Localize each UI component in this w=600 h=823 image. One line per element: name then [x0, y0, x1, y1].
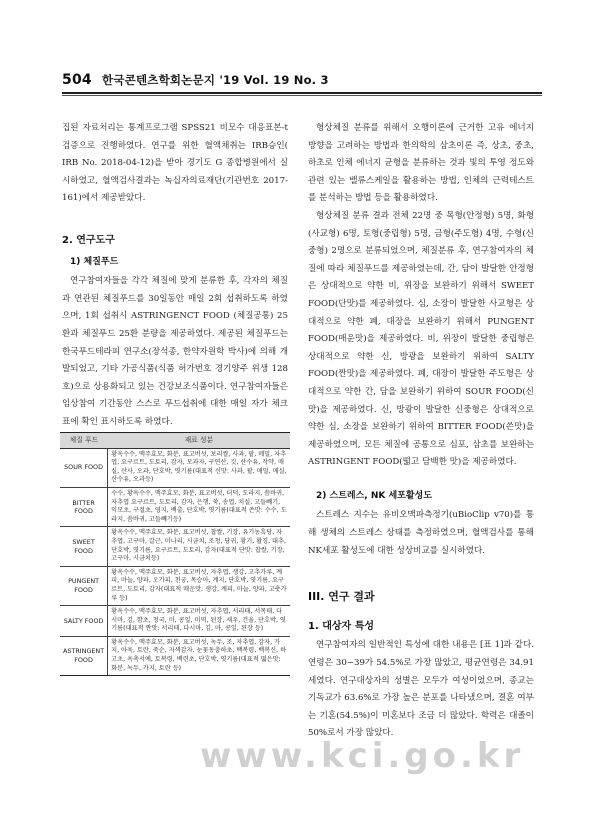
header-rule — [62, 92, 542, 94]
food-type: ASTRINGENT FOOD — [60, 636, 108, 675]
constitution-food-table — [60, 432, 290, 676]
food-ingredients: 수수, 황옥수수, 맥주효모, 화분, 표고버섯, 더덕, 도라지, 씀바귀, 자추엽 요구르트, 도토리, 감자, 은행, 쑥, 송엽, 치실, 고들빼기, 익모초, 구절초, 영지, 백출, 단호박, 엿기름(대표적 쓴맛: 수수, 도라지, 씀바귀, 고들빼기등) — [108, 487, 290, 526]
section-3-title: III. 연구 결과 — [308, 590, 375, 604]
table-row — [60, 566, 290, 605]
table-row — [60, 636, 290, 675]
intro-paragraph: 집된 자료처리는 통계프로그램 SPSS21 비모수 대응표본-t검증으로 진행하였다. 연구를 위한 혈액채취는 IRB승인( IRB No. 2018-04-12)을 받아 경기도 G 종합병원에서 실시하였고, 혈액검사결과는 녹십자의료재단(기관번호 2017-161)에서 제공받았다. — [62, 123, 288, 204]
food-type: SOUR FOOD — [60, 448, 108, 487]
subsection-1-text: 연구참여자들을 각각 체질에 맞게 분류한 후, 각자의 체질과 연관된 체질푸드를 30일동안 매일 2회 섭취하도록 하였으며, 1회 섭취시 ASTRINGENCT FOOD (체질공통) 25환과 체질푸드 25환 분량을 제공하였다. 제공된 체질푸드는 한국푸드테라피 연구소(장석종, 한약자원학 박사)에 의해 개발되었고, 기타 가공식품(식품 허가번호 경기양주 위생 128호)으로 상용화되고 있는 건강보조식품이다. 연구참여자들은 임상참여 기간동안 스스로 푸드섭취에 대한 매일 자가 체크표에 확인 표시하도록 하였다. — [62, 276, 288, 427]
food-ingredients: 황옥수수, 맥주효모, 화분, 표고버섯, 자추엽, 생강, 고추가루, 계피, 마늘, 양파, 오가피, 천궁, 목승아, 계지, 단호박, 엿기름, 요구르트, 도토리, 감자(대표적 매운맛: 생강, 계피, 마늘, 양파, 고춧가루 등) — [108, 566, 290, 605]
header-rule-thin — [62, 95, 542, 96]
page-number: 504 — [62, 72, 92, 88]
table-row — [60, 487, 290, 526]
food-ingredients: 황옥수수, 맥주효모, 화분, 표고버섯, 녹두, 조, 자추엽, 감자, 가지, 아욱, 토란, 죽순, 자색감자, 눈꽃동충하초, 백복령, 백복신, 하고초, 옥촉서예, 토복령, 백련초, 단호박, 엿기름(대표적 떫은맛: 화분, 녹두, 가지, 토란 등) — [108, 636, 290, 675]
food-ingredients: 황옥수수, 맥주효모, 화분, 표고버섯, 자추엽, 서리태, 서목태, 다시마, 김, 함초, 청국, 미, 콩잎, 미역, 된장, 새우, 건율, 단호박, 엿기름(대표적 짠맛: 서리태, 다시마, 김, 마, 콩잎, 된장 등) — [108, 606, 290, 637]
food-type: PUNGENT FOOD — [60, 566, 108, 605]
table-header-type: 체질 푸드 — [60, 433, 108, 449]
table-row — [60, 527, 290, 566]
left-column — [62, 120, 288, 432]
results-subsection-title: 1. 대상자 특성 — [308, 620, 375, 632]
section-2-title: 2. 연구도구 — [62, 234, 115, 246]
journal-title: 한국콘텐츠학회논문지 '19 Vol. 19 No. 3 — [102, 73, 329, 87]
watermark-text: www.kci.go.kr — [200, 736, 525, 776]
food-type: BITTER FOOD — [60, 487, 108, 526]
table-header-ingredients: 재료 성분 — [108, 433, 290, 449]
running-header — [62, 72, 542, 88]
subsection-2-title: 2) 스트레스, NK 세포활성도 — [316, 490, 432, 501]
body-paragraph-2: 형상체질 분류 결과 전체 22명 중 목형(안정형) 5명, 화형(사교형) 6명, 토형(중립형) 5명, 금형(주도형) 4명, 수형(신중형) 2명으로 분류되었으며, 체질분류 후, 연구참여자의 체질에 따라 체질푸드를 제공하였는데, 간, 담이 발달한 안정형은 상대적으로 약한 비, 위장을 보완하기 위해서 SWEET FOOD(단맛)를 제공하였다. 심, 소장이 발달한 사교형은 상대적으로 약한 폐, 대장을 보완하기 위해서 PUNGENT FOOD(매운맛)을 제공하였다. 비, 위장이 발달한 중립형은 상대적으로 약한 신, 방광을 보완하기 위하여 SALTY FOOD(짠맛)을 제공하였다. 폐, 대장이 발달한 주도형은 상대적으로 약한 간, 담을 보완하기 위하여 SOUR FOOD(신맛)을 제공하였다. 신, 방광이 발달한 신중형은 상대적으로 약한 심, 소장을 보완하기 위하여 BITTER FOOD(쓴맛)을 제공하였으며, 모든 체질에 공통으로 심포, 삼초를 보완하는 ASTRINGENT FOOD(떫고 담백한 맛)을 제공하였다. — [308, 210, 534, 468]
food-ingredients: 황옥수수, 맥주효모, 화분, 표고버섯, 보리쌀, 사과, 팥, 메밀, 자추엽, 요구르트, 도토리, 감자, 모과자, 구연산, 깃, 산수유, 작약, 매실, 산사, 오과, 단호박, 엿기름(대표적 신맛: 사과, 팥, 매밀, 매실, 산수유, 오과등) — [108, 448, 290, 487]
table-header-row — [60, 433, 290, 449]
table-row — [60, 606, 290, 637]
right-column — [308, 120, 534, 743]
food-type: SWEET FOOD — [60, 527, 108, 566]
table-row — [60, 448, 290, 487]
subsection-2-text: 스트레스 지수는 유비오맥파측정기(uBioClip v70)를 통해 생체의 스트레스 상태를 측정하였으며, 혈액검사를 통해 NK세포 활성도에 대한 성상비교를 실시하였다. — [308, 510, 534, 556]
food-ingredients: 황옥수수, 맥주효모, 화분, 표고버섯, 찹쌀, 기장, 유기농흑당, 자추엽, 고구마, 갈근, 미나리, 시금치, 조청, 당귀, 황기, 활징, 대추, 단호박, 엿기름, 요구르트, 도토리, 감자(대표적 단맛: 찹쌀, 기장, 고구마, 시금치등) — [108, 527, 290, 566]
subsection-1-title: 1) 체질푸드 — [70, 256, 119, 267]
results-subsection-text: 연구참여자의 일반적인 특성에 대한 내용은 [표 1]과 같다. 연령은 30~39가 54.5%로 가장 많았고, 평균연령은 34.91세였다. 연구대상자의 성별은 모두가 여성이었으며, 종교는 기독교가 63.6%로 가장 높은 분포를 나타냈으며, 결혼 여부는 기혼(54.5%)이 미혼보다 조금 더 많았다. 학력은 대졸이 50%로서 가장 많았다. — [308, 640, 534, 739]
body-paragraph-1: 형상체질 분류를 위해서 오행이론에 근거한 고유 에너지 방향을 고려하는 방법과 한의학의 삼초이론 즉, 상초, 중초, 하초로 인체 에너지 균형을 분류하는 것과 빛의 투영 정도와 관련 있는 밸류스케일을 활용하는 방법, 인체의 근력테스트를 분석하는 방법 등을 활용하였다. — [308, 123, 534, 204]
food-type: SALTY FOOD — [60, 606, 108, 637]
